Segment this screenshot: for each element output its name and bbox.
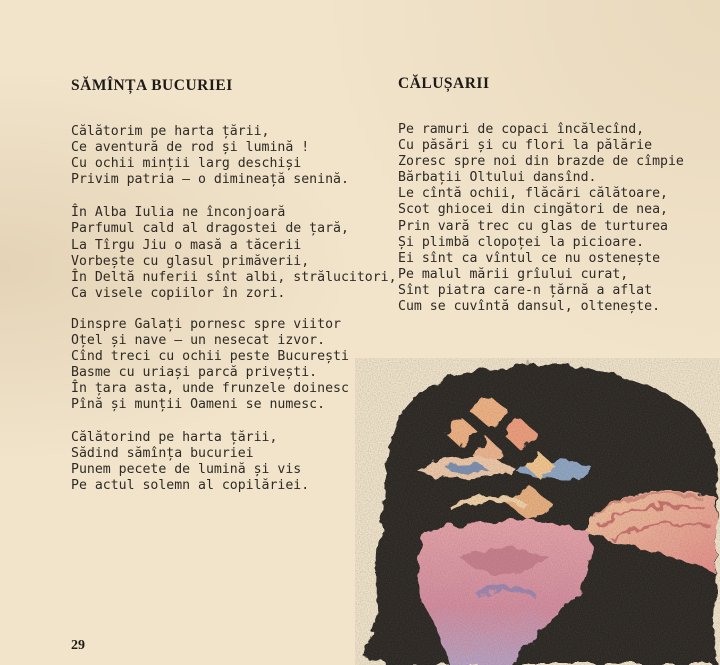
poem-line: Vorbește cu glasul primăverii, (71, 253, 310, 269)
poem-line: La Tîrgu Jiu o masă a tăcerii (71, 237, 302, 253)
poem-line: În Alba Iulia ne înconjoară (71, 205, 286, 221)
right-poem-title: CĂLUȘARII (398, 75, 490, 92)
poem-line: Pe ramuri de copaci încălecînd, (398, 122, 645, 137)
poem-line: Cu ochii minții larg deschiși (71, 156, 302, 172)
poem-line: Ca visele copiilor în zori. (71, 285, 286, 301)
poem-line: Pe malul mării grîului curat, (398, 266, 629, 282)
left-poem-stanza-4 (71, 430, 397, 494)
poem-line: Bărbații Oltului dansînd. (398, 170, 597, 186)
page-number: 29 (71, 638, 85, 653)
poem-line: Pînă și munții Oameni se numesc. (71, 397, 326, 413)
left-poem-stanza-1 (71, 124, 397, 188)
poem-line: În țara asta, unde frunzele doinesc (71, 381, 349, 397)
poem-line: Cu păsări și cu flori la pălărie (398, 138, 653, 154)
poem-line: În Deltă nuferii sînt albi, strălucitori, (71, 269, 397, 285)
poem-line: Basme cu uriași parcă privești. (71, 365, 318, 381)
poem-line: Punem pecete de lumină și vis (71, 461, 302, 477)
poem-line: Scot ghiocei din cingători de nea, (398, 202, 668, 218)
poem-line: Călătorind pe harta țării, (71, 429, 278, 445)
crayon-grain-texture (355, 358, 720, 665)
poem-line: Sădind sămînța bucuriei (71, 445, 254, 461)
poem-line: Sînt piatra care-n țărnă a aflat (398, 282, 653, 298)
poem-line: Parfumul cald al dragostei de țară, (71, 221, 349, 237)
calusari-crayon-illustration (355, 358, 720, 665)
poem-line: Ei sînt ca vîntul ce nu ostenește (398, 250, 661, 266)
left-poem (71, 124, 397, 494)
right-poem-stanza-1 (398, 122, 684, 315)
poem-line: Dinspre Galați pornesc spre viitor (71, 316, 341, 332)
poem-line: Oțel și nave — un nesecat izvor. (71, 333, 326, 349)
right-poem (398, 122, 684, 315)
poem-line: Călătorim pe harta țării, (71, 124, 270, 139)
left-poem-stanza-2 (71, 205, 397, 302)
poem-line: Cînd treci cu ochii peste București (71, 349, 349, 365)
poem-line: Le cîntă ochii, flăcări călătoare, (398, 186, 668, 202)
poem-line: Zoresc spre noi din brazde de cîmpie (398, 154, 684, 170)
left-poem-stanza-3 (71, 317, 397, 414)
poem-line: Cum se cuvîntă dansul, oltenește. (398, 299, 661, 315)
poem-line: Pe actul solemn al copilăriei. (71, 477, 310, 493)
poem-line: Prin vară trec cu glas de turturea (398, 218, 668, 234)
poem-line: Privim patria — o dimineață senină. (71, 172, 349, 188)
left-poem-title: SĂMÎNȚA BUCURIEI (71, 77, 233, 94)
poem-line: Ce aventură de rod și lumină ! (71, 140, 310, 156)
poem-line: Și plimbă clopoței la picioare. (398, 234, 645, 250)
